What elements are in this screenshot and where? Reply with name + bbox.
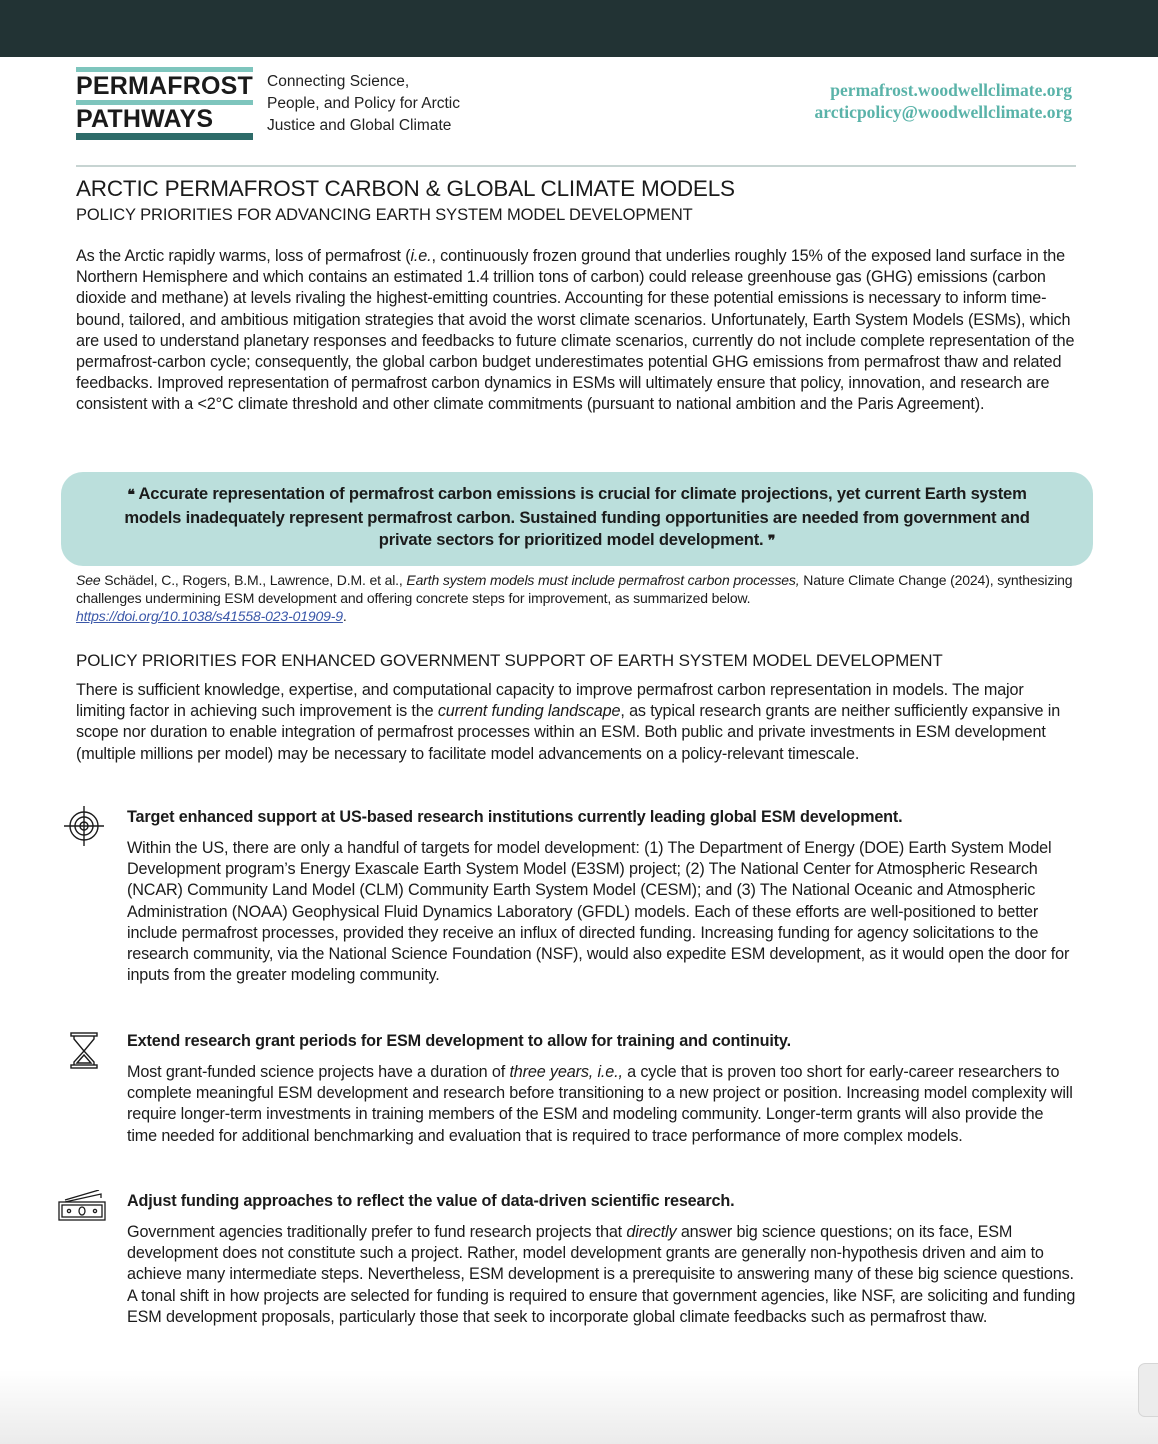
section-heading: POLICY PRIORITIES FOR ENHANCED GOVERNMENT SUPPORT OF EARTH SYSTEM MODEL DEVELOPMENT	[76, 651, 943, 670]
tagline-line: People, and Policy for Arctic	[267, 95, 460, 112]
priority-body	[127, 1062, 1077, 1147]
priority-body-italic: three years, i.e.,	[509, 1063, 623, 1081]
section-intro-italic: current funding landscape	[437, 702, 621, 721]
close-quote-icon: ❞	[767, 533, 776, 549]
permafrost-pathways-logo	[76, 67, 253, 140]
priority-body-text: Government agencies traditionally prefer to fund research projects that	[127, 1223, 627, 1241]
contact-info	[815, 79, 1072, 123]
citation-text: Nature Climate Change (2024), synthesizing challenges undermining ESM development and offering concrete steps for improvement, as summarized below.	[76, 572, 1073, 606]
citation-see: See	[76, 572, 101, 588]
pull-quote	[61, 472, 1093, 566]
section-intro-text: There is sufficient knowledge, expertise, and computational capacity to improve permafrost carbon representation in models. The major limiting factor in achieving such improvement is the	[76, 681, 1024, 721]
tagline-line: Connecting Science,	[267, 73, 410, 90]
logo-word-permafrost: PERMAFROST	[76, 72, 253, 100]
website-link[interactable]: permafrost.woodwellclimate.org	[830, 80, 1072, 100]
priority-body: Within the US, there are only a handful of targets for model development: (1) The Department of Energy (DOE) Earth System Model Development program’s Energy Exascale Earth System Model (E3SM) project; (2) The National Center for Atmospheric Research (NCAR) Community Land Model (CLM) Community Earth System Model (CESM); and (3) The National Oceanic and Atmospheric Administration (NOAA) Geophysical Fluid Dynamics Laboratory (GFDL) models. Each of these efforts are well-positioned to better include permafrost processes, provided they receive an influx of directed funding. Increasing funding for agency solicitations to the research community, via the National Science Foundation (NSF), would also expedite ESM development, as it would open the door for inputs from the greater modeling community.	[127, 839, 1070, 985]
page-subtitle: POLICY PRIORITIES FOR ADVANCING EARTH SYSTEM MODEL DEVELOPMENT	[76, 206, 693, 224]
top-bar	[0, 0, 1158, 57]
scroll-handle[interactable]	[1138, 1363, 1158, 1417]
priority-title: Target enhanced support at US-based research institutions currently leading global ESM development.	[127, 808, 903, 826]
priority-body-text: Most grant-funded science projects have a duration of	[127, 1063, 510, 1081]
citation-article-title: Earth system models must include permafrost carbon processes,	[406, 572, 800, 588]
open-quote-icon: ❝	[127, 487, 135, 503]
target-icon	[55, 806, 111, 850]
priority-body-text: a cycle that is proven too short for early-career researchers to complete meaningful ESM development and research before transitioning to a new project or position. Increasing model complexity will require longer-term investments in training members of the ESM and modeling community. Longer-term grants will also provide the time needed for additional benchmarking and evaluation that is required to trace performance of more complex models.	[127, 1063, 1073, 1145]
section-intro-text: , as typical research grants are neither sufficiently expansive in scope nor duration to enable integration of permafrost processes within an ESM. Both public and private investments in ESM development (multiple millions per model) may be necessary to facilitate model advancements on a policy-relevant timescale.	[76, 702, 1061, 763]
citation-period: .	[342, 608, 347, 624]
intro-text: As the Arctic rapidly warms, loss of permafrost (	[76, 247, 411, 265]
money-icon	[55, 1190, 111, 1234]
tagline-line: Justice and Global Climate	[267, 117, 452, 134]
priority-body-text: answer big science questions; on its face, ESM development does not constitute such a project. Rather, model development grants are generally non-hypothesis driven and aim to achieve many intermediate steps. Nevertheless, ESM development is a prerequisite to answering many of these big science questions. A tonal shift in how projects are selected for funding is required to ensure that government agencies, like NSF, are soliciting and funding ESM development proposals, particularly those that seek to incorporate global climate feedbacks such as permafrost thaw.	[127, 1223, 1076, 1326]
logo-word-pathways: PATHWAYS	[76, 105, 214, 133]
hourglass-icon	[55, 1030, 111, 1074]
citation	[76, 571, 1076, 625]
email-link[interactable]: arcticpolicy@woodwellclimate.org	[814, 102, 1072, 122]
intro-paragraph	[76, 246, 1076, 416]
quote-text: Accurate representation of permafrost carbon emissions is crucial for climate projections, yet current Earth system models inadequately represent permafrost carbon. Sustained funding opportunities are needed from government and private sectors for prioritized model development.	[124, 484, 1030, 549]
bottom-fade	[0, 1370, 1158, 1444]
tagline	[267, 71, 460, 137]
page-title: ARCTIC PERMAFROST CARBON & GLOBAL CLIMATE MODELS	[76, 176, 735, 201]
priority-body	[127, 1222, 1077, 1328]
header-divider	[76, 165, 1076, 167]
intro-text: , continuously frozen ground that underlies roughly 15% of the exposed land surface in the Northern Hemisphere and which contains an estimated 1.4 trillion tons of carbon) could release greenhouse gas (GHG) emissions (carbon dioxide and methane) at levels rivaling the highest-emitting countries. Accounting for these potential emissions is necessary to inform time-bound, tailored, and ambitious mitigation strategies that avoid the worst climate scenarios. Unfortunately, Earth System Models (ESMs), which are used to understand planetary responses and feedbacks to future climate scenarios, currently do not include complete representation of the permafrost-carbon cycle; consequently, the global carbon budget underestimates potential GHG emissions from permafrost thaw and related feedbacks. Improved representation of permafrost carbon dynamics in ESMs will ultimately ensure that policy, innovation, and research are consistent with a <2°C climate threshold and other climate commitments (pursuant to national ambition and the Paris Agreement).	[76, 247, 1075, 414]
logo-bar-bottom	[76, 133, 253, 140]
priority-title: Adjust funding approaches to reflect the value of data-driven scientific research.	[127, 1192, 735, 1210]
priority-title: Extend research grant periods for ESM development to allow for training and continuity.	[127, 1032, 791, 1050]
doi-link[interactable]: https://doi.org/10.1038/s41558-023-01909-9	[76, 608, 343, 624]
section-intro-paragraph	[76, 680, 1076, 765]
citation-authors: Schädel, C., Rogers, B.M., Lawrence, D.M. et al.,	[100, 572, 407, 588]
priority-body-italic: directly	[626, 1223, 677, 1241]
intro-italic: i.e.	[410, 247, 432, 265]
